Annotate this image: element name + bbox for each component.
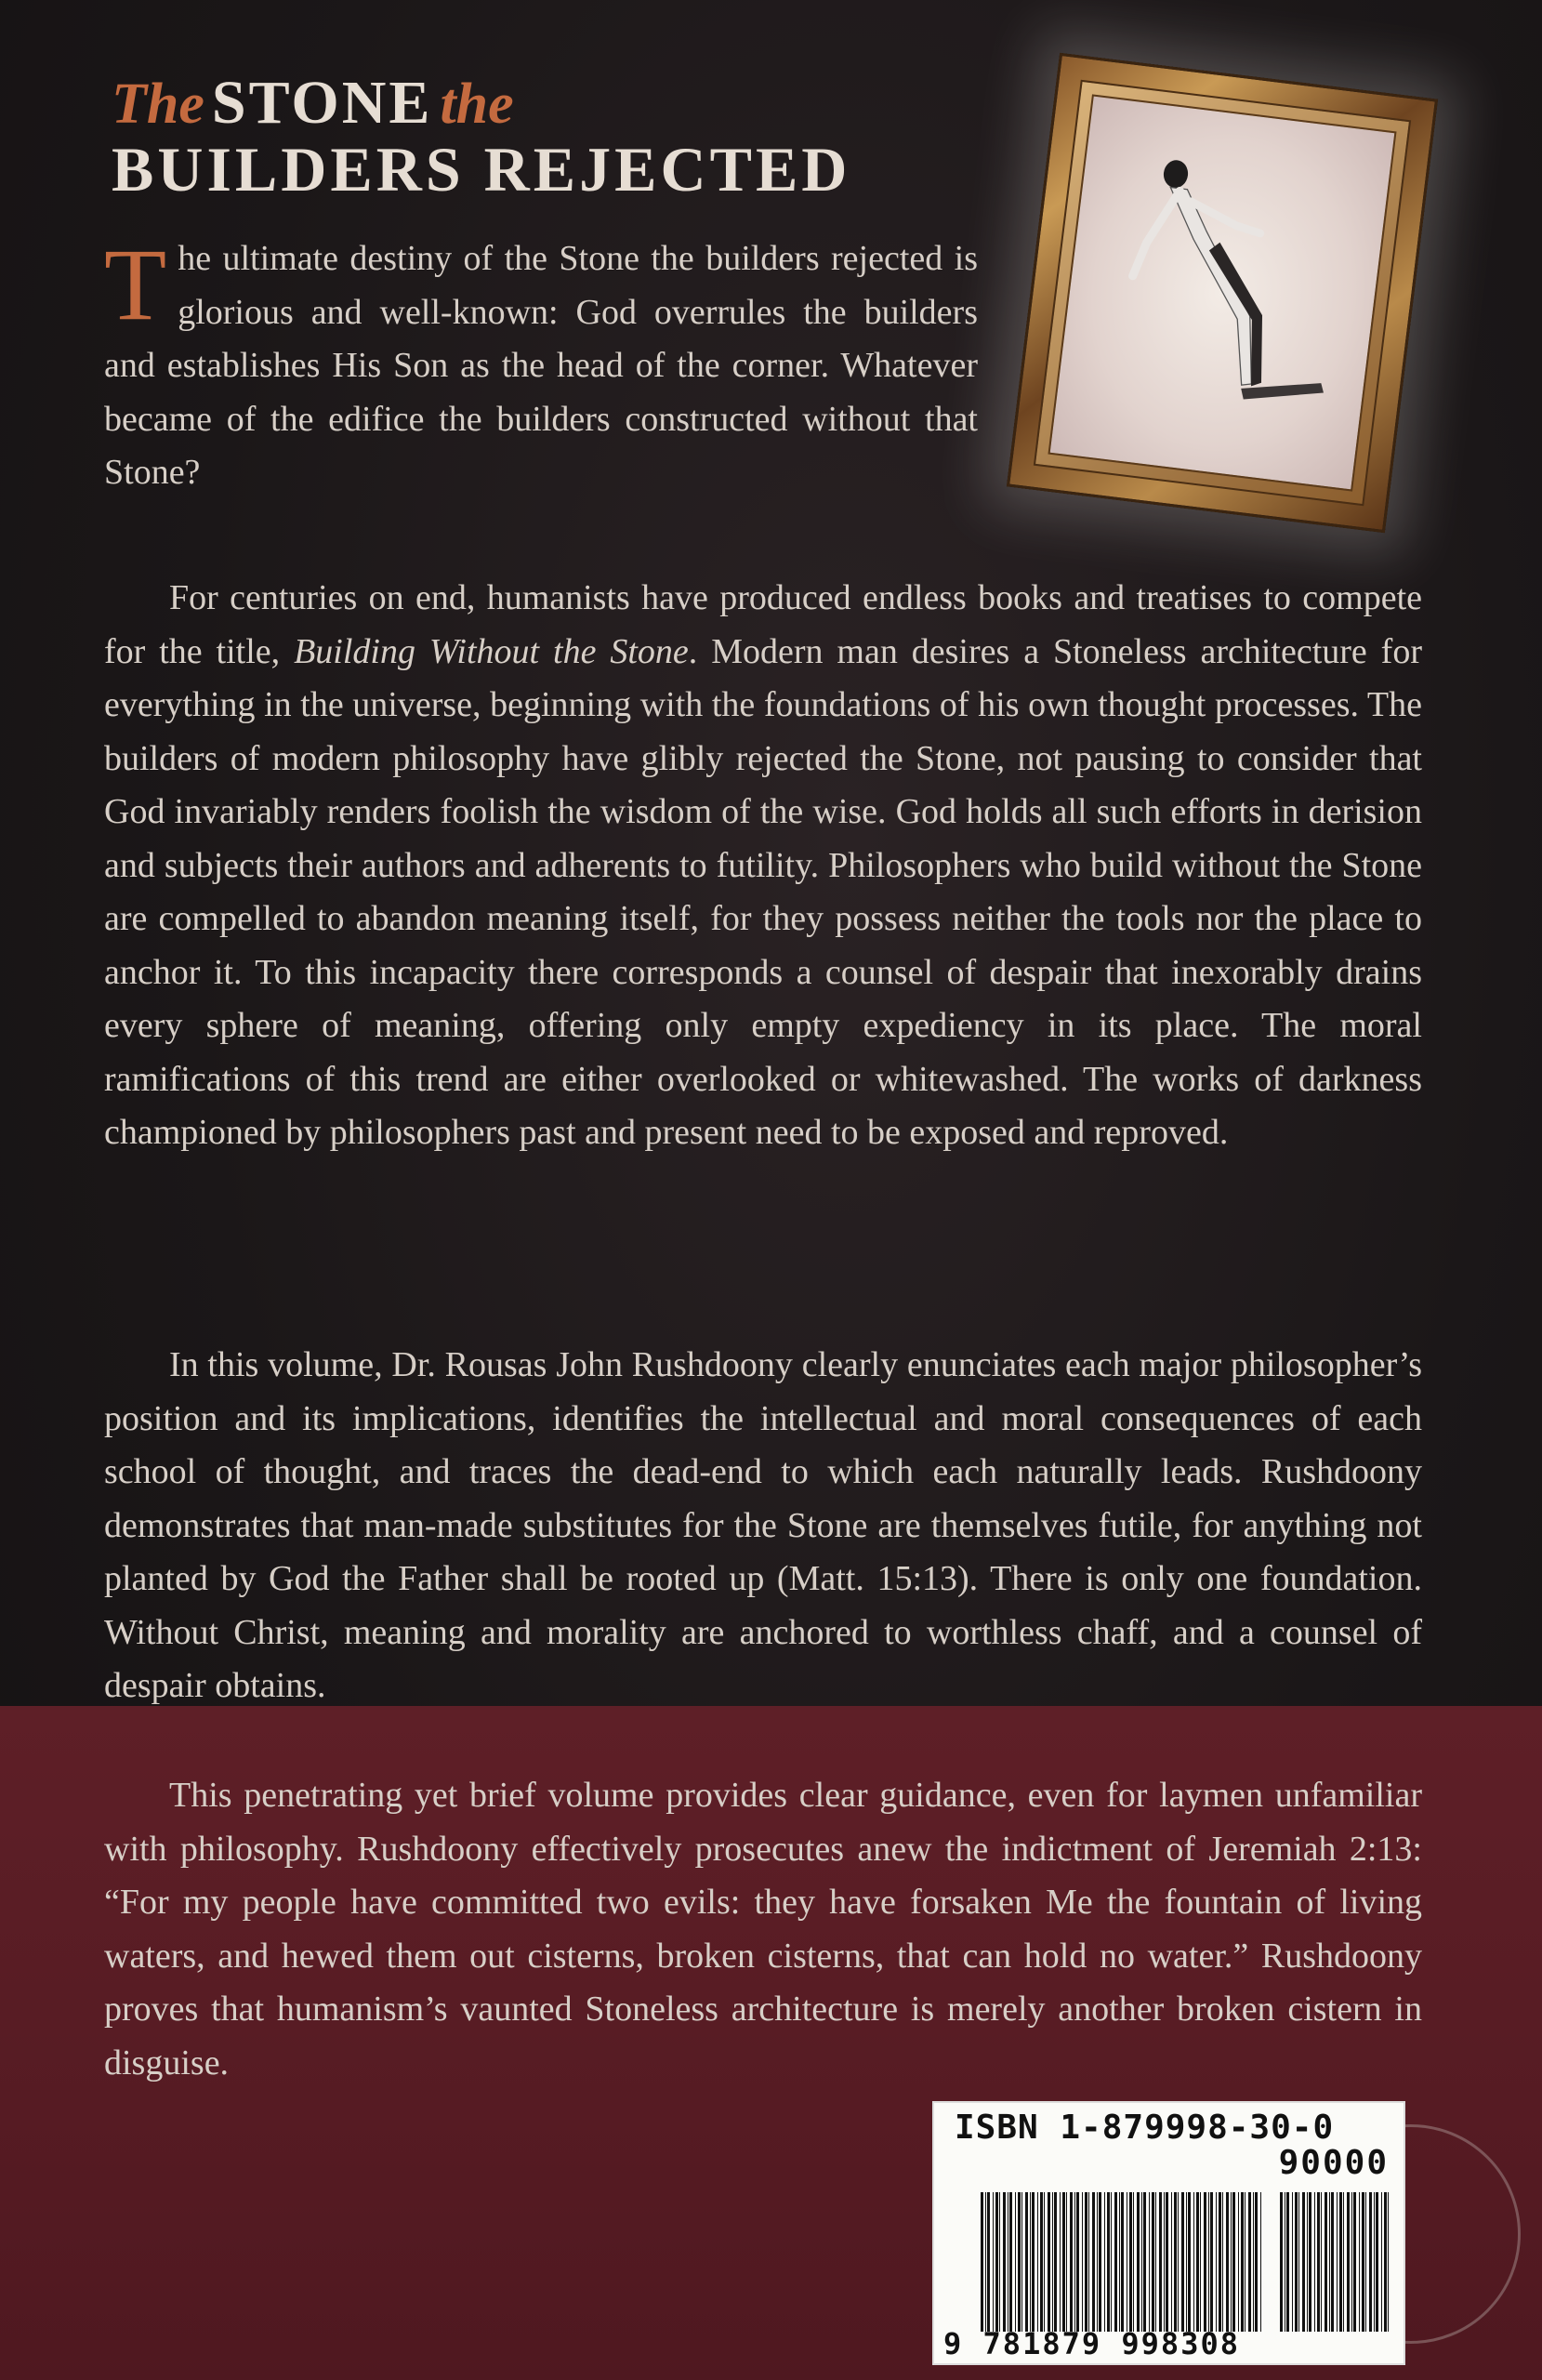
barcode-bar: [1369, 2192, 1372, 2332]
barcode-bar: [1329, 2192, 1330, 2332]
barcode-bar: [1097, 2192, 1098, 2332]
barcode-bar: [1219, 2192, 1221, 2332]
barcode-bar: [1104, 2192, 1105, 2332]
barcode-bar: [987, 2192, 990, 2332]
barcode-bar: [1317, 2192, 1320, 2332]
barcode-bar: [1365, 2192, 1366, 2332]
barcode-bar: [1226, 2192, 1229, 2332]
barcode-bar: [1099, 2192, 1101, 2332]
barcode-bar: [1260, 2192, 1261, 2332]
barcode-bar: [1347, 2192, 1350, 2332]
barcode-bar: [1381, 2192, 1382, 2332]
barcode-bar: [981, 2192, 983, 2332]
ean-digits: 9 781879 998308: [943, 2326, 1240, 2361]
barcode-bar: [1210, 2192, 1213, 2332]
barcode-bar: [1044, 2192, 1045, 2332]
barcode-bar: [1216, 2192, 1217, 2332]
barcode-bar: [1196, 2192, 1199, 2332]
barcode-bar: [999, 2192, 1000, 2332]
barcode-bar: [1298, 2192, 1299, 2332]
barcode-bar: [1018, 2192, 1021, 2332]
barcode-bar: [1052, 2192, 1053, 2332]
book-title: [112, 69, 948, 212]
barcode-bar: [1060, 2192, 1061, 2332]
paragraph-2-text-a: For centuries on end, humanists have produced endless books and treatises to compete for the title,: [104, 578, 1422, 671]
barcode-bar: [1092, 2192, 1095, 2332]
barcode-bar: [1137, 2192, 1140, 2332]
barcode-bar: [1255, 2192, 1258, 2332]
barcode-bars-addon: [1280, 2192, 1390, 2332]
barcode-bar: [1062, 2192, 1065, 2332]
barcode-bar: [1231, 2192, 1232, 2332]
paragraph-1-text: he ultimate destiny of the Stone the builders rejected is glorious and well-known: God overrules the builders and establishes His Son as the head of the corner. Whatever became of the edifice the builders constructed without that Stone?: [104, 239, 978, 492]
barcode-bar: [1048, 2192, 1050, 2332]
paragraph-2: [104, 572, 1422, 1160]
falling-man-figure: [1050, 97, 1395, 490]
barcode-bar: [1200, 2192, 1201, 2332]
barcode-bar: [1232, 2192, 1235, 2332]
barcode-bar: [1054, 2192, 1057, 2332]
barcode-bar: [1384, 2192, 1387, 2332]
barcode-bar: [1253, 2192, 1254, 2332]
barcode-bar: [1003, 2192, 1006, 2332]
barcode-bar: [1186, 2192, 1187, 2332]
barcode-bar: [1037, 2192, 1038, 2332]
barcode-bar: [1309, 2192, 1311, 2332]
barcode-bar: [1193, 2192, 1194, 2332]
barcode-bar: [1295, 2192, 1298, 2332]
falling-man-photo: [1048, 94, 1396, 491]
paragraph-2-italic-title: Building Without the Stone: [294, 631, 689, 671]
drop-cap: T: [104, 228, 167, 341]
barcode-bar: [1374, 2192, 1375, 2332]
barcode-bar: [1133, 2192, 1134, 2332]
barcode-bar: [1286, 2192, 1289, 2332]
barcode-bars-main: [981, 2192, 1264, 2332]
barcode-bar: [1208, 2192, 1209, 2332]
barcode-bar: [1331, 2192, 1334, 2332]
barcode-bar: [1066, 2192, 1067, 2332]
barcode-bar: [1171, 2192, 1172, 2332]
barcode-bar: [1241, 2192, 1244, 2332]
barcode-bar: [1155, 2192, 1156, 2332]
barcode-bar: [1070, 2192, 1073, 2332]
barcode-bar: [1325, 2192, 1327, 2332]
isbn-text: ISBN 1-879998-30-0: [955, 2109, 1335, 2147]
figure-head: [1162, 159, 1190, 190]
title-the: The: [112, 73, 204, 136]
barcode-bar: [1376, 2192, 1378, 2332]
barcode-bar: [1248, 2192, 1251, 2332]
barcode-bar: [1129, 2192, 1132, 2332]
barcode-bar: [1351, 2192, 1352, 2332]
barcode-bar: [1121, 2192, 1124, 2332]
barcode-bar: [1025, 2192, 1028, 2332]
title-stone: STONE: [211, 69, 433, 137]
barcode-bar: [985, 2192, 986, 2332]
barcode-bar: [1280, 2192, 1283, 2332]
barcode-bar: [1174, 2192, 1177, 2332]
barcode-bar: [1143, 2192, 1146, 2332]
barcode-bar: [1076, 2192, 1079, 2332]
barcode-bar: [1159, 2192, 1162, 2332]
barcode-bar: [1343, 2192, 1344, 2332]
barcode-bar: [1082, 2192, 1083, 2332]
barcode-bar: [1178, 2192, 1179, 2332]
barcode-bar: [1088, 2192, 1089, 2332]
barcode-bar: [1353, 2192, 1356, 2332]
paragraph-2-text-b: . Modern man desires a Stoneless architecture for everything in the universe, beginning with the foundations of his own thought processes. The builders of modern philosophy have glibly rejected the Stone, not pausing to consider that God invariably renders foolish the wisdom of the wise. God holds all such efforts in derision and subjects their authors and adherents to futility. Philosophers who build without the Stone are compelled to abandon meaning itself, for they possess neither the tools nor the place to anchor it. To this incapacity there corresponds a counsel of despair that inexorably drains every sphere of meaning, offering only empty expediency in its place. The moral ramifications of this trend are either overlooked or whitewashed. The works of darkness championed by philosophers past and present need to be exposed and reproved.: [104, 631, 1422, 1152]
barcode-bar: [1114, 2192, 1117, 2332]
barcode-bar: [1164, 2192, 1165, 2332]
barcode-bar: [1359, 2192, 1360, 2332]
figure-arm-left: [1133, 187, 1180, 281]
barcode-bar: [1074, 2192, 1075, 2332]
barcode-bar: [1119, 2192, 1120, 2332]
barcode-bar: [1222, 2192, 1223, 2332]
barcode-bar: [1111, 2192, 1112, 2332]
barcode-bar: [1314, 2192, 1315, 2332]
barcode-bar: [1388, 2192, 1389, 2332]
title-builders-rejected: BUILDERS REJECTED: [112, 134, 851, 205]
paragraph-1: [104, 228, 978, 500]
price-code: 90000: [1278, 2144, 1389, 2182]
barcode-bar: [1307, 2192, 1308, 2332]
isbn-barcode: [932, 2101, 1405, 2365]
barcode-bar: [1238, 2192, 1239, 2332]
barcode-bar: [1040, 2192, 1043, 2332]
barcode-bar: [1141, 2192, 1142, 2332]
barcode-bar: [1302, 2192, 1305, 2332]
framed-photo-falling-man-icon: [1007, 53, 1438, 533]
barcode-bar: [1188, 2192, 1191, 2332]
barcode-bar: [1149, 2192, 1150, 2332]
barcode-bar: [995, 2192, 998, 2332]
barcode-bar: [1015, 2192, 1016, 2332]
barcode-bar: [1362, 2192, 1364, 2332]
barcode-bar: [1181, 2192, 1184, 2332]
barcode-bar: [1085, 2192, 1087, 2332]
barcode-bar: [1009, 2192, 1012, 2332]
barcode-bar: [1021, 2192, 1022, 2332]
barcode-bar: [1032, 2192, 1035, 2332]
barcode-bar: [1337, 2192, 1338, 2332]
barcode-bar: [1166, 2192, 1168, 2332]
barcode-bar: [1107, 2192, 1110, 2332]
barcode-bar: [1292, 2192, 1293, 2332]
barcode-bar: [993, 2192, 994, 2332]
title-the-2: the: [440, 73, 514, 136]
barcode-bar: [1030, 2192, 1031, 2332]
barcode-bar: [1321, 2192, 1322, 2332]
paragraph-3: In this volume, Dr. Rousas John Rushdoony clearly enunciates each major philosopher’s position and its implications, identifies the intellectual and moral consequences of each school of thought, and traces the dead-end to which each naturally leads. Rushdoony demonstrates that man-made substitutes for the Stone are themselves futile, for anything not planted by God the Father shall be rooted up (Matt. 15:13). There is only one foundation. Without Christ, meaning and morality are anchored to worthless chaff, and a counsel of despair obtains.: [104, 1345, 1422, 1705]
barcode-bar: [1339, 2192, 1342, 2332]
barcode-bar: [1152, 2192, 1154, 2332]
barcode-bar: [1204, 2192, 1206, 2332]
paragraph-4: This penetrating yet brief volume provides clear guidance, even for laymen unfamiliar with philosophy. Rushdoony effectively prosecutes anew the indictment of Jeremiah 2:13: “For my people have committed two evils: they have forsaken Me the fountain of living waters, and hewed them out cisterns, broken cisterns, that can hold no water.” Rushdoony proves that humanism’s vaunted Stoneless architecture is merely another broken cistern in disguise.: [104, 1776, 1422, 2082]
